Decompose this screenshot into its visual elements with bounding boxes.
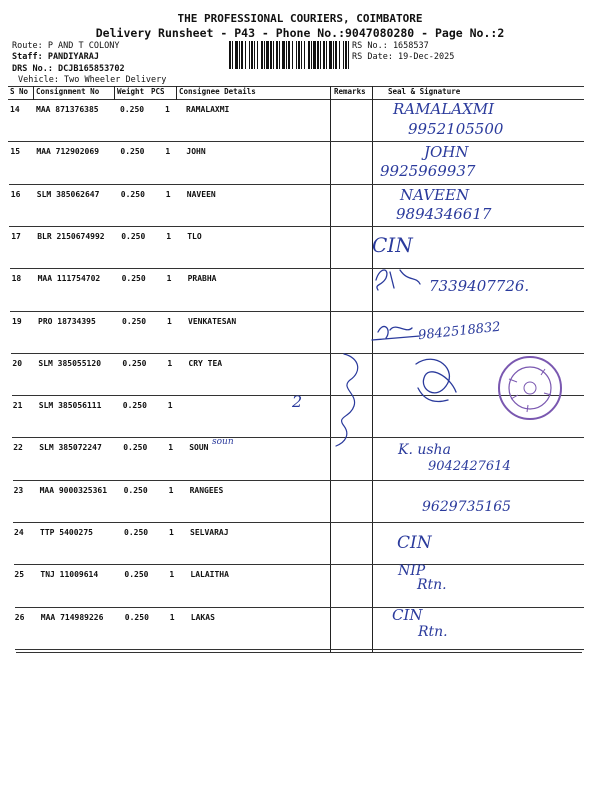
barcode-bar xyxy=(311,41,312,69)
row-weight: 0.250 xyxy=(120,189,145,199)
col-consignee: Consignee Details xyxy=(179,87,256,96)
col-pcs: PCS xyxy=(151,87,165,96)
barcode-bar xyxy=(345,41,347,69)
row-pcs: 1 xyxy=(165,147,171,157)
row-consignment-no: MAA 111754702 xyxy=(37,274,101,284)
barcode-bar xyxy=(320,41,321,69)
row-consignee: SOUN xyxy=(189,443,209,453)
rs-number: RS No.: 1658537 xyxy=(352,41,429,51)
row-pcs: 1 xyxy=(167,316,172,326)
col-divider xyxy=(176,86,177,100)
row-consignee: VENKATESAN xyxy=(188,316,237,326)
signature-cry-tea xyxy=(416,359,456,401)
row-weight: 0.250 xyxy=(121,274,146,284)
row-weight: 0.250 xyxy=(121,231,146,241)
barcode-bar xyxy=(333,41,334,69)
barcode-bar xyxy=(239,41,240,69)
col-remarks: Remarks xyxy=(334,87,366,96)
row-sno: 18 xyxy=(11,274,22,284)
row-weight: 0.250 xyxy=(122,401,147,411)
header-top-border xyxy=(8,86,584,87)
col-consignment: Consignment No xyxy=(36,87,100,96)
row-consignment-no: MAA 9000325361 xyxy=(39,485,108,495)
barcode-bar xyxy=(241,41,243,69)
row-sno: 25 xyxy=(14,570,25,580)
handwritten-phone: 7339407726. xyxy=(429,277,530,295)
row-consignment-no: BLR 2150674992 xyxy=(37,231,105,241)
handwritten-phone: 9629735165 xyxy=(422,499,512,515)
row-pcs: 1 xyxy=(168,443,174,453)
col-seal-signature: Seal & Signature xyxy=(388,87,461,96)
row-consignee: NAVEEN xyxy=(186,189,216,199)
barcode-bar xyxy=(254,41,255,69)
row-consignee: JOHN xyxy=(186,147,206,157)
handwritten-phone: 9894346617 xyxy=(396,205,492,223)
barcode-bar xyxy=(261,41,263,69)
barcode-bar xyxy=(329,41,332,69)
barcode-icon xyxy=(229,41,349,69)
col-divider xyxy=(33,86,34,100)
barcode-bar xyxy=(266,41,269,69)
row-divider xyxy=(10,268,584,269)
row-divider xyxy=(13,522,584,523)
row-weight: 0.250 xyxy=(120,147,145,157)
barcode-bar xyxy=(276,41,278,69)
barcode-bar xyxy=(343,41,344,69)
barcode-bar xyxy=(245,41,246,69)
barcode-bar xyxy=(323,41,325,69)
barcode-bar xyxy=(298,41,300,69)
row-pcs: 1 xyxy=(169,570,175,580)
handwritten-remark: Rtn. xyxy=(418,624,448,640)
row-sno: 16 xyxy=(10,189,21,199)
row-sno: 15 xyxy=(10,147,21,157)
row-consignment-no: MAA 871376385 xyxy=(36,105,99,114)
row-sno: 17 xyxy=(11,231,21,241)
barcode-bar xyxy=(235,41,238,69)
company-seal-icon xyxy=(497,355,563,421)
scribble-mark xyxy=(280,350,370,450)
barcode-bar xyxy=(296,41,297,69)
row-consignment-no: TTP 5400275 xyxy=(40,528,93,537)
drs-number: DRS No.: DCJB165853702 xyxy=(12,64,125,74)
handwritten-remark: 2 xyxy=(292,392,303,411)
barcode-bar xyxy=(279,41,280,69)
barcode-bar xyxy=(229,41,231,69)
barcode-bar xyxy=(308,41,310,69)
handwritten-name: JOHN xyxy=(424,143,469,161)
row-consignment-no: SLM 385072247 xyxy=(39,443,102,453)
barcode-bar xyxy=(257,41,258,69)
row-weight: 0.250 xyxy=(123,485,148,495)
col-weight: Weight xyxy=(117,87,145,96)
row-consignee: RANGEES xyxy=(189,485,224,495)
row-pcs: 1 xyxy=(168,485,174,495)
col-sno: S No xyxy=(10,87,29,96)
handwritten-name: NAVEEN xyxy=(400,186,470,204)
handwritten-cin: CIN xyxy=(397,533,432,553)
row-consignee: RAMALAXMI xyxy=(186,105,230,114)
barcode-bar xyxy=(313,41,316,69)
handwritten-phone: 9042427614 xyxy=(428,459,511,474)
row-weight: 0.250 xyxy=(124,528,149,537)
handwritten-remark: NIP xyxy=(398,563,426,579)
row-pcs: 1 xyxy=(167,401,173,411)
barcode-bar xyxy=(304,41,305,69)
handwritten-cin: CIN xyxy=(392,606,423,624)
table-bottom-border xyxy=(16,652,582,653)
row-divider xyxy=(15,607,584,608)
handwritten-name: K. usha xyxy=(398,442,451,458)
handwritten-phone: 9842518832 xyxy=(417,319,502,344)
col-divider xyxy=(114,86,115,100)
barcode-bar xyxy=(326,41,327,69)
row-pcs: 1 xyxy=(169,612,175,622)
row-consignee: LALAITHA xyxy=(190,570,229,580)
row-consignment-no: TNJ 11009614 xyxy=(40,570,99,580)
row-weight: 0.250 xyxy=(124,612,149,622)
row-consignment-no: SLM 385062647 xyxy=(36,189,100,199)
row-divider xyxy=(13,480,584,481)
barcode-bar xyxy=(292,41,293,69)
row-divider xyxy=(8,141,584,142)
row-divider xyxy=(9,184,584,185)
barcode-bar xyxy=(286,41,287,69)
barcode-bar xyxy=(348,41,349,69)
row-weight: 0.250 xyxy=(122,316,147,326)
row-divider xyxy=(14,564,584,565)
row-sno: 20 xyxy=(12,358,23,368)
row-sno: 21 xyxy=(12,401,23,411)
company-title: THE PROFESSIONAL COURIERS, COIMBATORE xyxy=(177,12,423,25)
rs-date: RS Date: 19-Dec-2025 xyxy=(352,52,455,62)
signature-marks xyxy=(360,260,460,460)
handwritten-cin: CIN xyxy=(372,233,413,257)
barcode-bar xyxy=(339,41,340,69)
row-sno: 26 xyxy=(14,612,25,622)
row-pcs: 1 xyxy=(165,189,171,199)
vehicle-label: Vehicle: Two Wheeler Delivery xyxy=(18,75,167,85)
barcode-bar xyxy=(317,41,319,69)
row-sno: 19 xyxy=(12,316,22,326)
row-sno: 24 xyxy=(14,528,24,537)
row-sno: 14 xyxy=(10,105,20,114)
row-consignment-no: MAA 712902069 xyxy=(36,147,100,157)
row-consignment-no: MAA 714989226 xyxy=(40,612,104,622)
row-pcs: 1 xyxy=(167,358,173,368)
handwritten-phone: 9925969937 xyxy=(380,162,476,180)
row-weight: 0.250 xyxy=(124,570,149,580)
row-pcs: 1 xyxy=(165,105,170,114)
barcode-bar xyxy=(270,41,272,69)
row-sno: 22 xyxy=(13,443,23,453)
row-weight: 0.250 xyxy=(122,358,147,368)
row-consignee: SELVARAJ xyxy=(190,528,229,537)
row-weight: 0.250 xyxy=(120,105,145,114)
row-consignee: CRY TEA xyxy=(188,358,223,368)
runsheet-subtitle: Delivery Runsheet - P43 - Phone No.:9047080280 - Page No.:2 xyxy=(95,26,505,40)
barcode-bar xyxy=(282,41,285,69)
barcode-bar xyxy=(301,41,302,69)
handwritten-name: RAMALAXMI xyxy=(393,100,495,118)
route-label: Route: P AND T COLONY xyxy=(12,41,120,51)
row-pcs: 1 xyxy=(166,231,172,241)
barcode-bar xyxy=(335,41,337,69)
row-consignee: PRABHA xyxy=(187,274,217,284)
signature-venkatesan xyxy=(372,326,420,340)
row-pcs: 1 xyxy=(169,528,174,537)
row-divider xyxy=(10,311,584,312)
row-consignment-no: SLM 385055120 xyxy=(38,358,102,368)
row-pcs: 1 xyxy=(166,274,172,284)
header-bottom-border xyxy=(8,99,584,100)
row-weight: 0.250 xyxy=(123,443,148,453)
staff-label: Staff: PANDIYARAJ xyxy=(12,52,99,62)
row-consignment-no: SLM 385056111 xyxy=(38,401,102,411)
barcode-bar xyxy=(232,41,233,69)
row-divider xyxy=(15,649,584,650)
handwritten-phone: 9952105500 xyxy=(408,120,504,138)
barcode-bar xyxy=(251,41,253,69)
signature-prabha xyxy=(376,270,420,290)
row-consignee: LAKAS xyxy=(190,612,215,622)
barcode-bar xyxy=(273,41,274,69)
barcode-bar xyxy=(249,41,250,69)
barcode-bar xyxy=(288,41,290,69)
row-divider xyxy=(9,226,584,227)
handwritten-inline: soun xyxy=(212,437,234,447)
row-consignee: TLO xyxy=(187,231,202,241)
barcode-bar xyxy=(264,41,265,69)
row-sno: 23 xyxy=(13,485,24,495)
handwritten-remark: Rtn. xyxy=(417,577,447,593)
row-consignment-no: PRO 18734395 xyxy=(38,316,96,326)
